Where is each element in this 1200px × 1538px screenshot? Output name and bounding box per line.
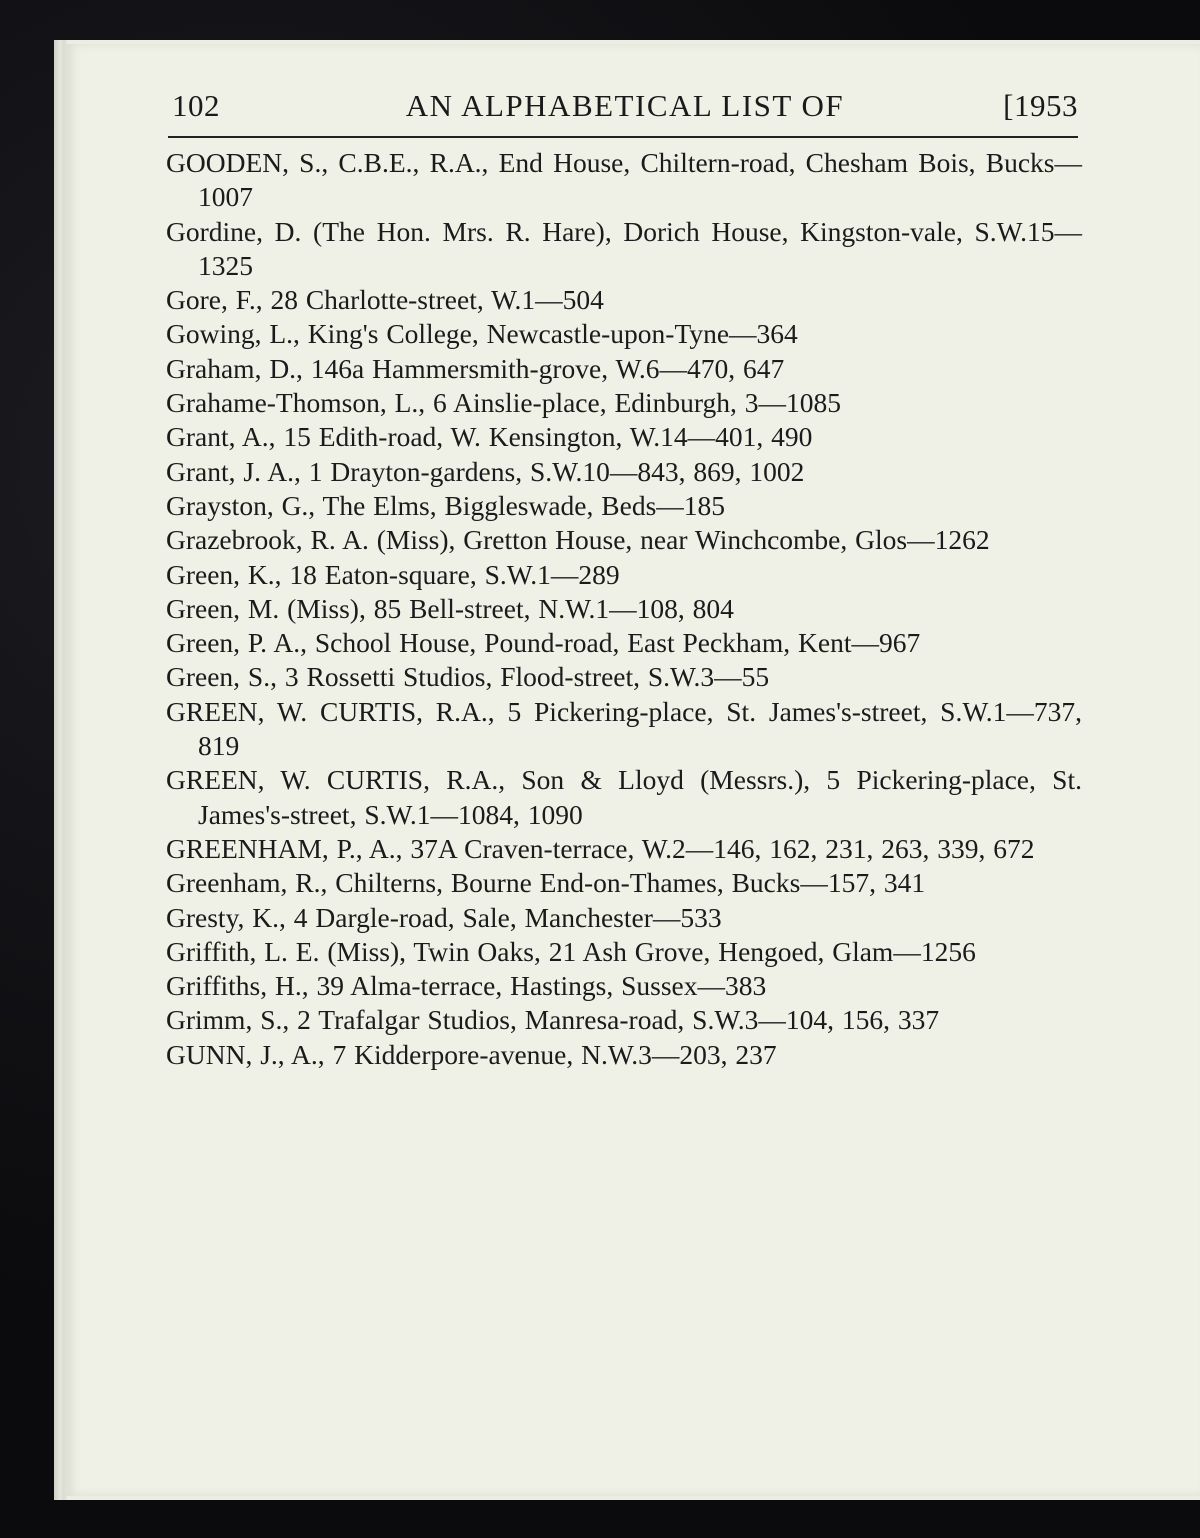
header-rule <box>168 136 1078 138</box>
list-entry: Gresty, K., 4 Dargle-road, Sale, Manchester—533 <box>166 901 722 933</box>
running-year: [1953 <box>1003 88 1078 123</box>
running-head <box>172 88 1078 128</box>
list-entry: Grimm, S., 2 Trafalgar Studios, Manresa-road, S.W.3—104, 156, 337 <box>166 1004 940 1036</box>
list-entry: Gowing, L., King's College, Newcastle-upon-Tyne—364 <box>166 318 798 350</box>
list-entry: Grant, A., 15 Edith-road, W. Kensington, W.14—401, 490 <box>166 421 813 453</box>
list-entry: Green, S., 3 Rossetti Studios, Flood-street, S.W.3—55 <box>166 661 770 693</box>
list-entry: GUNN, J., A., 7 Kidderpore-avenue, N.W.3—203, 237 <box>166 1038 777 1070</box>
list-entry: Griffith, L. E. (Miss), Twin Oaks, 21 Ash Grove, Hengoed, Glam—1256 <box>166 935 976 967</box>
list-entry: GREEN, W. CURTIS, R.A., 5 Pickering-place, St. James's-street, S.W.1—737, 819 <box>166 695 1082 762</box>
list-entry: GREENHAM, P., A., 37A Craven-terrace, W.2—146, 162, 231, 263, 339, 672 <box>166 832 1035 864</box>
list-entry: Green, M. (Miss), 85 Bell-street, N.W.1—108, 804 <box>166 592 734 624</box>
page-number: 102 <box>172 88 220 123</box>
list-entry: GREEN, W. CURTIS, R.A., Son & Lloyd (Messrs.), 5 Pickering-place, St. James's-street, S.W.1—1084, 1090 <box>166 764 1082 830</box>
list-entry: Greenham, R., Chilterns, Bourne End-on-Thames, Bucks—157, 341 <box>166 867 926 899</box>
list-entry: Graham, D., 146a Hammersmith-grove, W.6—470, 647 <box>166 352 785 384</box>
list-entry: Green, K., 18 Eaton-square, S.W.1—289 <box>166 558 620 590</box>
list-entry: Gordine, D. (The Hon. Mrs. R. Hare), Dorich House, Kingston-vale, S.W.15—1325 <box>166 215 1082 281</box>
list-entry: GOODEN, S., C.B.E., R.A., End House, Chiltern-road, Chesham Bois, Bucks—1007 <box>166 147 1082 213</box>
list-entry: Griffiths, H., 39 Alma-terrace, Hastings, Sussex—383 <box>166 970 767 1002</box>
directory-list <box>166 146 1082 1072</box>
list-entry: Grant, J. A., 1 Drayton-gardens, S.W.10—843, 869, 1002 <box>166 455 805 487</box>
list-entry: Grahame-Thomson, L., 6 Ainslie-place, Edinburgh, 3—1085 <box>166 387 842 419</box>
list-entry: Grayston, G., The Elms, Biggleswade, Beds—185 <box>166 489 726 521</box>
list-entry: Gore, F., 28 Charlotte-street, W.1—504 <box>166 284 604 316</box>
list-entry: Green, P. A., School House, Pound-road, East Peckham, Kent—967 <box>166 627 921 659</box>
running-title: AN ALPHABETICAL LIST OF <box>405 88 845 123</box>
list-entry: Grazebrook, R. A. (Miss), Gretton House, near Winchcombe, Glos—1262 <box>166 524 990 556</box>
